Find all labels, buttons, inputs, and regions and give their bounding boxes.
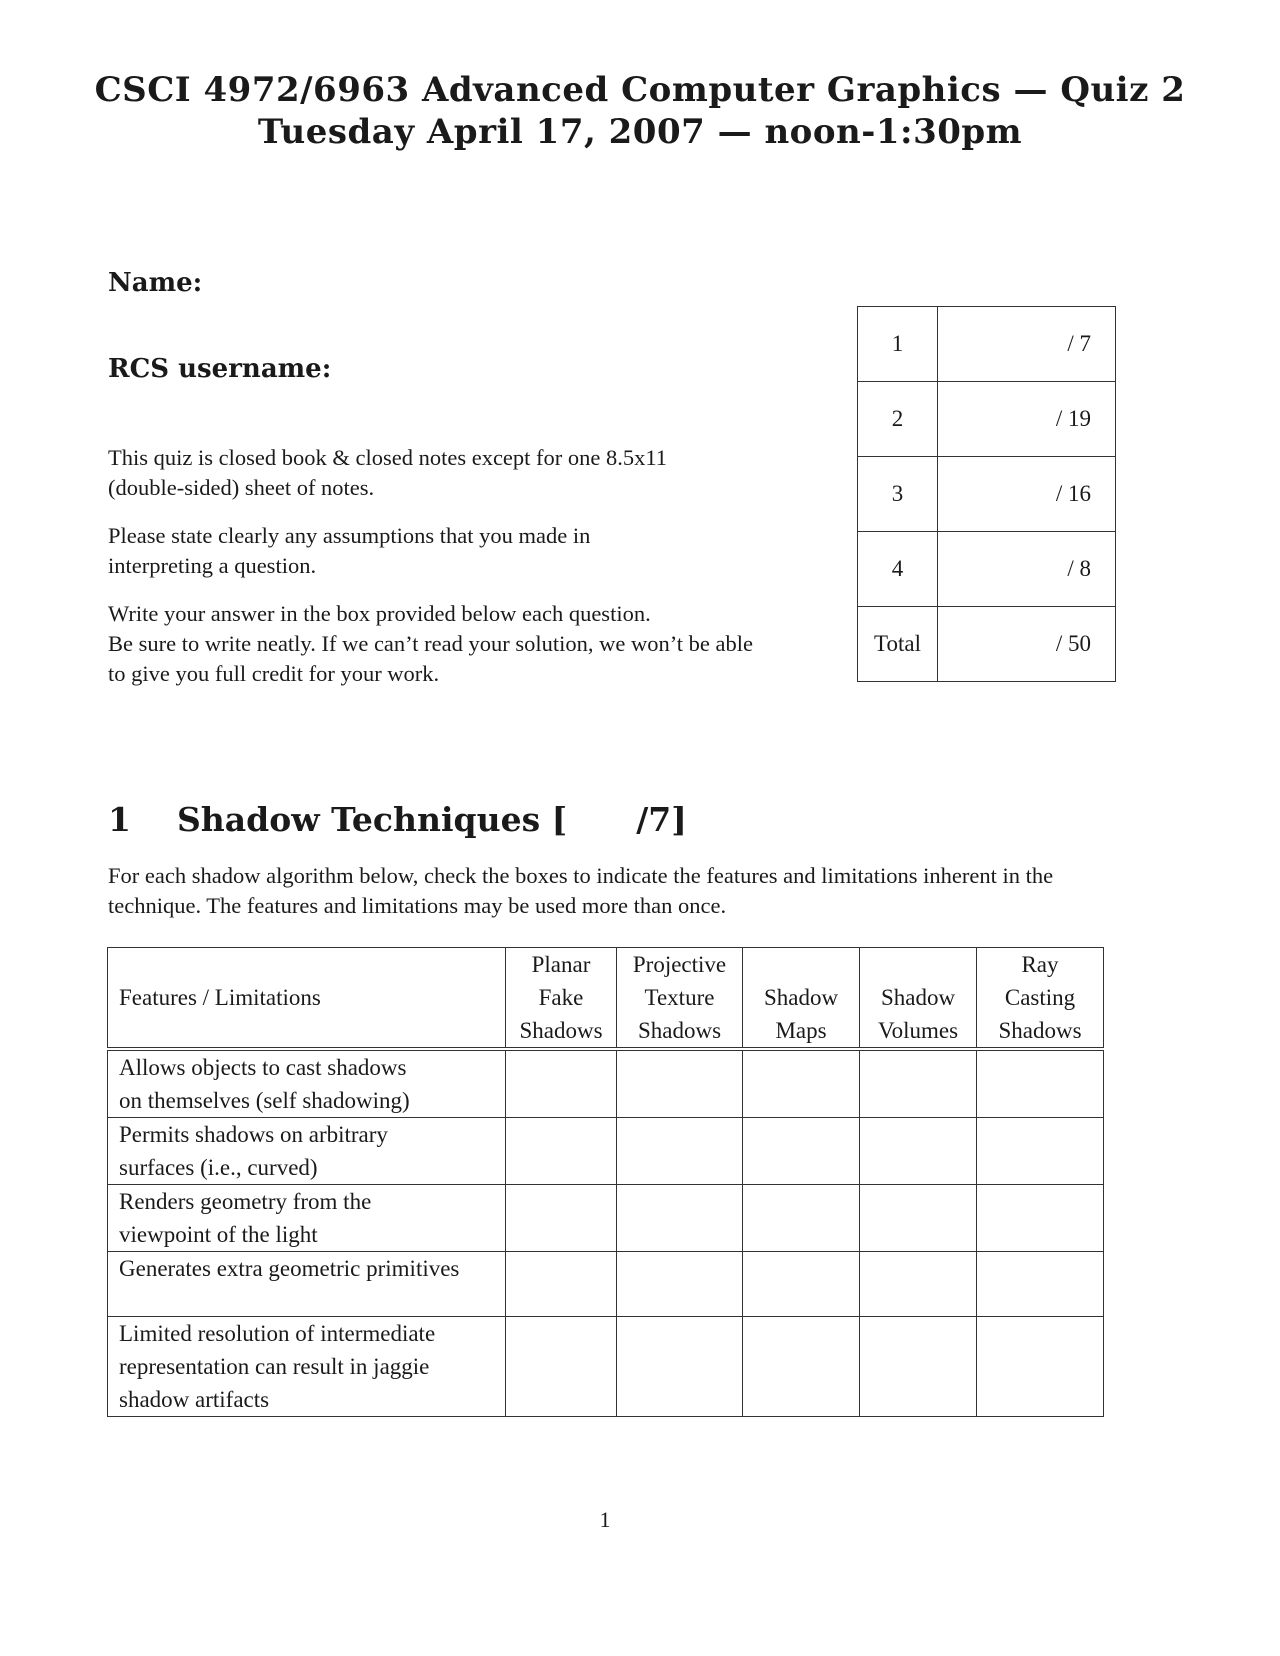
algorithm-header-line: Projective: [632, 952, 727, 977]
checkbox-cell[interactable]: [860, 1252, 977, 1317]
algorithm-header-line: Casting: [1004, 985, 1076, 1010]
algorithm-column-header: [743, 948, 860, 1050]
algorithm-header-line: [743, 948, 859, 981]
score-table: [857, 306, 1116, 682]
quiz-title: CSCI 4972/6963 Advanced Computer Graphics — Quiz 2: [94, 70, 1186, 110]
feature-label-line: representation can result in jaggie: [119, 1354, 430, 1379]
feature-label-line: Limited resolution of intermediate: [119, 1321, 436, 1346]
name-label: Name:: [108, 268, 203, 298]
checkbox-cell[interactable]: [743, 1049, 860, 1118]
score-row: [858, 607, 1116, 682]
checkbox-cell[interactable]: [977, 1252, 1104, 1317]
feature-row: [108, 1252, 1104, 1317]
checkbox-cell[interactable]: [617, 1252, 743, 1317]
checkbox-cell[interactable]: [617, 1317, 743, 1417]
algorithm-header-line: Shadows: [637, 1018, 722, 1043]
algorithm-column-header: [977, 948, 1104, 1050]
feature-label-line: viewpoint of the light: [119, 1222, 318, 1247]
algorithm-header-line: Shadow: [763, 985, 839, 1010]
checkbox-cell[interactable]: [617, 1049, 743, 1118]
checkbox-cell[interactable]: [506, 1317, 617, 1417]
section-1-heading: [108, 800, 687, 839]
instruction-answer-line1: Write your answer in the box provided below each question.: [108, 601, 651, 626]
page-number: 1: [599, 1507, 611, 1532]
score-row: [858, 307, 1116, 382]
feature-label-line: Permits shadows on arbitrary: [119, 1122, 388, 1147]
score-row: [858, 532, 1116, 607]
instructions: [108, 443, 788, 707]
algorithm-column-header: [860, 948, 977, 1050]
score-row: [858, 382, 1116, 457]
feature-label-line: surfaces (i.e., curved): [119, 1155, 318, 1180]
score-question: 4: [858, 532, 938, 607]
checkbox-cell[interactable]: [617, 1185, 743, 1252]
feature-label-line: Renders geometry from the: [119, 1189, 372, 1214]
algorithm-header-line: Shadow: [880, 985, 956, 1010]
feature-label-line: Generates extra geometric primitives: [119, 1256, 460, 1281]
checkbox-cell[interactable]: [977, 1185, 1104, 1252]
checkbox-cell[interactable]: [506, 1049, 617, 1118]
feature-label: [108, 1049, 506, 1118]
score-row: [858, 457, 1116, 532]
checkbox-cell[interactable]: [743, 1317, 860, 1417]
feature-label-line: Allows objects to cast shadows: [119, 1055, 407, 1080]
section-1-description: For each shadow algorithm below, check the boxes to indicate the features and limitations inherent in the technique. The features and limitations may be used more than once.: [108, 863, 1054, 918]
checkbox-cell[interactable]: [506, 1252, 617, 1317]
algorithm-header-line: Texture: [644, 985, 715, 1010]
score-points: / 7: [938, 307, 1116, 382]
checkbox-cell[interactable]: [506, 1118, 617, 1185]
instruction-answer-line2: Be sure to write neatly. If we can’t read your solution, we won’t be able to give you full credit for your work.: [108, 631, 754, 686]
quiz-date: Tuesday April 17, 2007 — noon-1:30pm: [257, 112, 1023, 152]
checkbox-cell[interactable]: [977, 1118, 1104, 1185]
instruction-assumptions: Please state clearly any assumptions that you made in interpreting a question.: [108, 523, 591, 578]
rcs-username-label: RCS username:: [108, 354, 332, 384]
algorithm-header-line: Shadows: [998, 1018, 1082, 1043]
feature-header: Features / Limitations: [108, 948, 506, 1050]
checkbox-cell[interactable]: [743, 1252, 860, 1317]
checkbox-cell[interactable]: [977, 1317, 1104, 1417]
algorithm-header-line: Shadows: [519, 1018, 603, 1043]
feature-row: [108, 1317, 1104, 1417]
checkbox-cell[interactable]: [506, 1185, 617, 1252]
section-points: /7]: [636, 800, 687, 839]
feature-label: [108, 1317, 506, 1417]
feature-row: [108, 1185, 1104, 1252]
feature-label: [108, 1118, 506, 1185]
feature-table: [107, 947, 1104, 1417]
checkbox-cell[interactable]: [743, 1185, 860, 1252]
score-points: / 50: [938, 607, 1116, 682]
score-points: / 16: [938, 457, 1116, 532]
feature-label: [108, 1252, 506, 1317]
score-question: Total: [858, 607, 938, 682]
feature-label-line: shadow artifacts: [119, 1387, 270, 1412]
score-question: 1: [858, 307, 938, 382]
section-number: 1: [108, 800, 131, 839]
algorithm-column-header: [506, 948, 617, 1050]
checkbox-cell[interactable]: [977, 1049, 1104, 1118]
checkbox-cell[interactable]: [860, 1049, 977, 1118]
section-title: Shadow Techniques [: [176, 800, 568, 839]
feature-label: [108, 1185, 506, 1252]
checkbox-cell[interactable]: [860, 1118, 977, 1185]
algorithm-header-line: Fake: [538, 985, 584, 1010]
feature-row: [108, 1049, 1104, 1118]
feature-label-line: on themselves (self shadowing): [119, 1088, 410, 1113]
checkbox-cell[interactable]: [860, 1185, 977, 1252]
checkbox-cell[interactable]: [860, 1317, 977, 1417]
score-question: 2: [858, 382, 938, 457]
checkbox-cell[interactable]: [743, 1118, 860, 1185]
algorithm-header-line: Volumes: [877, 1018, 959, 1043]
algorithm-header-line: Maps: [775, 1018, 827, 1043]
instruction-answer-box: [108, 599, 773, 689]
score-question: 3: [858, 457, 938, 532]
algorithm-column-header: [617, 948, 743, 1050]
instruction-notes: This quiz is closed book & closed notes except for one 8.5x11 (double-sided) sheet of notes.: [108, 445, 668, 500]
checkbox-cell[interactable]: [617, 1118, 743, 1185]
algorithm-header-line: [860, 948, 976, 981]
score-points: / 8: [938, 532, 1116, 607]
algorithm-header-line: Planar: [531, 952, 591, 977]
feature-row: [108, 1118, 1104, 1185]
algorithm-header-line: Ray: [1021, 952, 1059, 977]
score-points: / 19: [938, 382, 1116, 457]
